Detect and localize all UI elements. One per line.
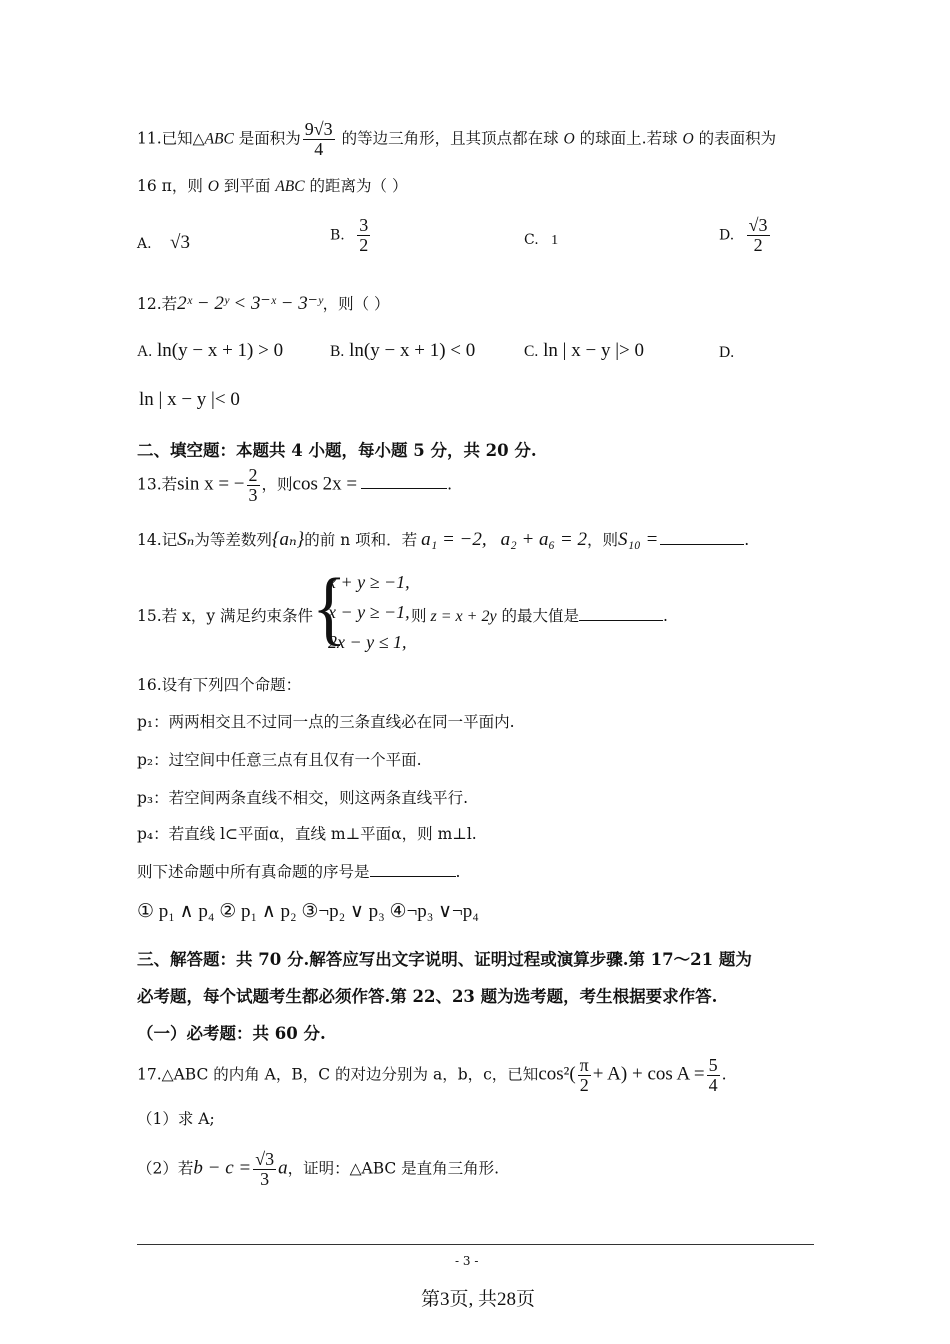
section-3-line2: 必考题，每个试题考生都必须作答.第 22、23 题为选考题，考生根据要求作答. bbox=[137, 987, 718, 1006]
q14-text: 的前 n 项和．若 bbox=[304, 531, 418, 549]
frac-num: 5 bbox=[708, 1055, 718, 1075]
frac-num: √3 bbox=[255, 1149, 275, 1169]
section-2-title: 二、填空题：本题共 4 小题，每小题 5 分，共 20 分. bbox=[137, 441, 537, 460]
q15-constraint: x − y ≥ −1, bbox=[328, 602, 410, 622]
q11-line2 bbox=[137, 174, 407, 196]
section-3-sub: （一）必考题：共 60 分. bbox=[137, 1024, 326, 1043]
q16-p3: p₃：若空间两条直线不相交，则这两条直线平行. bbox=[137, 789, 469, 807]
q14-math: {aₙ} bbox=[271, 529, 305, 550]
q15-text: 则 bbox=[411, 607, 427, 625]
q11-text: 到平面 bbox=[218, 177, 276, 195]
q17-fraction bbox=[253, 1150, 276, 1189]
frac-den: 4 bbox=[708, 1074, 718, 1095]
option-label: C. bbox=[524, 232, 539, 248]
q11-text: 的球面上.若球 bbox=[574, 129, 683, 148]
q14-text: 14.记 bbox=[137, 531, 178, 549]
q17-text: . bbox=[721, 1065, 727, 1084]
q14-text: 为等差数列 bbox=[194, 531, 272, 549]
q13-fraction bbox=[247, 466, 260, 505]
q16-answer-blank[interactable] bbox=[370, 876, 456, 877]
q16-text: 则下述命题中所有真命题的序号是 bbox=[137, 863, 370, 881]
frac-num: π bbox=[579, 1055, 589, 1075]
q11-o: O bbox=[207, 178, 219, 195]
q16-choices: ① p₁ ∧ p₄ ② p₁ ∧ p₂ ③¬p₂ ∨ p₃ ④¬p₃ ∨¬p₄ bbox=[137, 901, 479, 922]
option-label: A. bbox=[137, 236, 152, 252]
q15-constraint: 2x − y ≤ 1, bbox=[328, 632, 407, 652]
q17-text: ，证明：△ABC 是直角三角形. bbox=[287, 1159, 500, 1178]
q11-text: 16 π，则 bbox=[137, 177, 208, 195]
q11-option-b bbox=[330, 216, 372, 255]
frac-num: 9√3 bbox=[304, 119, 333, 139]
option-label: C. bbox=[524, 343, 539, 360]
q15-lead: 15.若 x，y 满足约束条件 bbox=[137, 607, 314, 625]
q14-math: Sₙ bbox=[177, 529, 195, 550]
q13-answer-blank[interactable] bbox=[361, 488, 447, 489]
q16-ask bbox=[137, 860, 460, 882]
q12-text: 12.若 bbox=[137, 295, 178, 313]
q17-fraction bbox=[707, 1056, 720, 1095]
q11-text: 11.已知△ bbox=[137, 129, 205, 148]
q17-math: b − c = bbox=[193, 1157, 252, 1179]
q17-math: + A) + cos A = bbox=[592, 1063, 705, 1085]
q12-option-a bbox=[137, 340, 283, 362]
q12-option-d-value: ln | x − y |< 0 bbox=[139, 389, 240, 410]
q12-option-d-label: D. bbox=[719, 344, 735, 361]
q15-text: 的最大值是 bbox=[496, 607, 579, 625]
q15-text: . bbox=[662, 607, 668, 625]
q13-math: cos 2x = bbox=[292, 473, 358, 495]
frac-num: 2 bbox=[248, 465, 258, 485]
brace-icon: { bbox=[312, 561, 347, 654]
q15-constraint: x + y ≥ −1, bbox=[328, 572, 410, 592]
option-fraction bbox=[747, 216, 770, 255]
q11-option-d bbox=[719, 216, 772, 255]
section-3-line1: 三、解答题：共 70 分.解答应写出文字说明、证明过程或演算步骤.第 17～21 题为 bbox=[137, 950, 752, 969]
q13-text: 13.若 bbox=[137, 475, 178, 494]
q11-text: 的表面积为 bbox=[693, 129, 777, 148]
frac-num: 3 bbox=[359, 215, 369, 235]
frac-den: 2 bbox=[359, 234, 369, 255]
q17-text: （2）若 bbox=[137, 1159, 194, 1178]
option-label: B. bbox=[330, 343, 345, 360]
q16-p4: p₄：若直线 l⊂平面α，直线 m⊥平面α，则 m⊥l. bbox=[137, 825, 477, 843]
q11-o: O bbox=[682, 130, 694, 148]
q11-text: 的距离为（ ） bbox=[304, 177, 408, 195]
q17-stem bbox=[137, 1056, 727, 1095]
q11-option-a bbox=[137, 232, 190, 254]
q11-abc: ABC bbox=[275, 178, 305, 195]
q17-math: cos²( bbox=[538, 1063, 576, 1085]
q15-tail bbox=[411, 604, 668, 626]
option-value: √3 bbox=[170, 232, 190, 253]
q13-text: ，则 bbox=[261, 475, 293, 494]
page-code: - 3 - bbox=[455, 1254, 479, 1268]
q17-part2 bbox=[137, 1150, 499, 1189]
frac-num: √3 bbox=[748, 215, 768, 235]
q16-p1: p₁：两两相交且不过同一点的三条直线必在同一平面内. bbox=[137, 713, 515, 731]
q14-math: S₁₀ = bbox=[618, 529, 659, 550]
frac-den: 2 bbox=[579, 1074, 589, 1095]
q14-text: . bbox=[744, 531, 750, 549]
q17-fraction bbox=[578, 1056, 591, 1095]
q11-text: 的等边三角形，且其顶点都在球 bbox=[336, 129, 564, 148]
option-value: ln(y − x + 1) < 0 bbox=[349, 340, 476, 361]
option-value: 1 bbox=[551, 233, 559, 248]
q11-abc: ABC bbox=[204, 130, 234, 148]
q13-text: . bbox=[447, 475, 453, 494]
frac-den: 3 bbox=[248, 484, 258, 505]
q11-area-fraction bbox=[303, 120, 335, 159]
frac-den: 4 bbox=[314, 138, 324, 159]
q14-math: a₂ + a₆ = 2 bbox=[500, 529, 587, 550]
option-value: ln(y − x + 1) > 0 bbox=[157, 340, 284, 361]
q15-answer-blank[interactable] bbox=[579, 620, 663, 621]
frac-den: 3 bbox=[260, 1168, 270, 1189]
q14-math: a₁ = −2, bbox=[421, 529, 487, 550]
q12-math: 2ˣ − 2ʸ < 3⁻ˣ − 3⁻ʸ bbox=[177, 293, 323, 314]
q16-stem: 16.设有下列四个命题： bbox=[137, 676, 302, 694]
frac-den: 2 bbox=[753, 234, 763, 255]
q14-text: ，则 bbox=[586, 531, 618, 549]
q11-line1 bbox=[137, 120, 776, 159]
q16-p2: p₂：过空间中任意三点有且仅有一个平面. bbox=[137, 751, 422, 769]
q15-math: z = x + 2y bbox=[430, 608, 497, 625]
q11-o: O bbox=[563, 130, 575, 148]
option-label: B. bbox=[330, 227, 345, 244]
q14-answer-blank[interactable] bbox=[660, 544, 744, 545]
option-value: ln | x − y |> 0 bbox=[543, 340, 644, 361]
option-label: A. bbox=[137, 343, 153, 360]
q17-math: a bbox=[278, 1157, 288, 1179]
q11-option-c bbox=[524, 232, 558, 249]
q12-stem bbox=[137, 292, 390, 315]
q17-part1: （1）求 A; bbox=[137, 1110, 215, 1128]
q12-option-c bbox=[524, 340, 644, 362]
page-label: 第3页, 共28页 bbox=[421, 1289, 536, 1310]
option-label: D. bbox=[719, 227, 735, 244]
q12-option-b bbox=[330, 340, 475, 362]
q14 bbox=[137, 528, 749, 551]
option-fraction bbox=[357, 216, 370, 255]
q16-text: . bbox=[455, 863, 461, 881]
q12-text: ，则（ ） bbox=[322, 295, 390, 313]
q17-text: 17.△ABC 的内角 A，B，C 的对边分别为 a，b，c，已知 bbox=[137, 1065, 539, 1084]
q13-math: sin x = − bbox=[177, 473, 245, 495]
q13 bbox=[137, 466, 452, 505]
q11-text: 是面积为 bbox=[233, 129, 301, 148]
footer-divider bbox=[137, 1244, 814, 1245]
